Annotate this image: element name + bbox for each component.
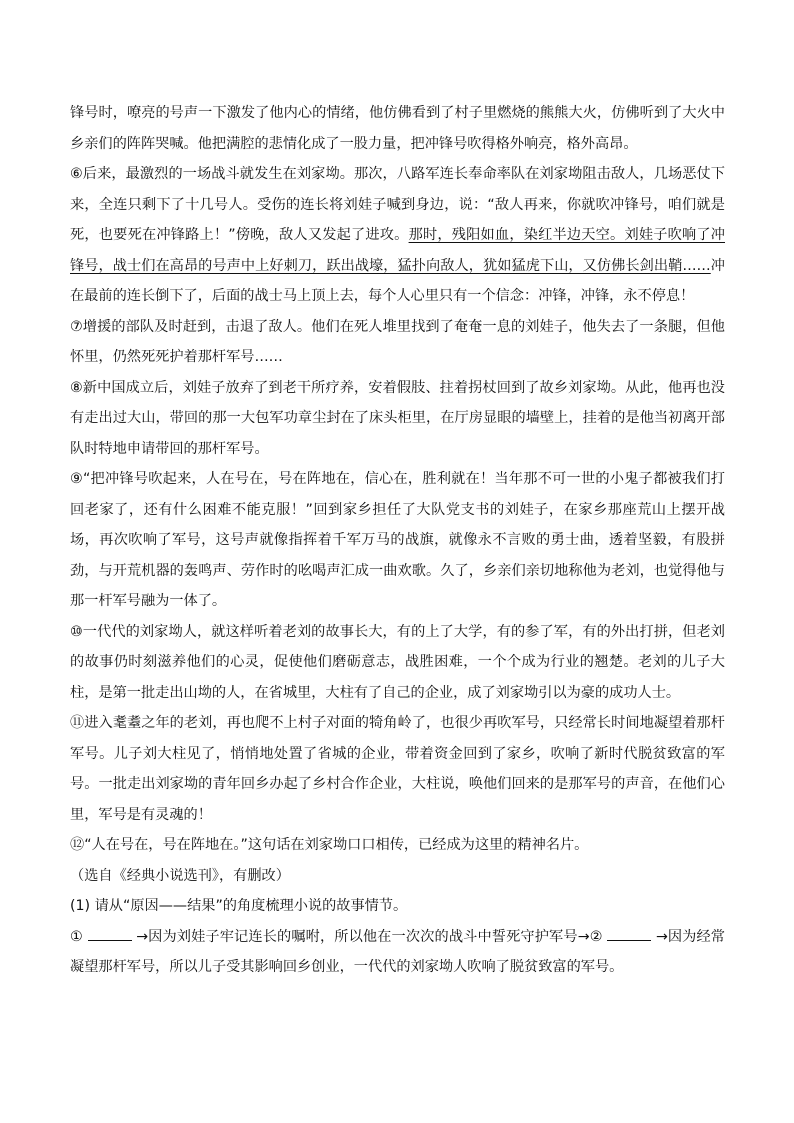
paragraph-11: ⑪进入耄耋之年的老刘，再也爬不上村子对面的犄角岭了，也很少再吹军号，只经常长时间地凝望着那杆军号。儿子刘大柱见了，悄悄地处置了省城的企业，带着资金回到了家乡，吹响了新时代脱贫致富的军号。一批走出刘家坳的青年回乡办起了乡村合作企业，大柱说，唤他们回来的是那军号的声音，在他们心里，军号是有灵魂的！	[70, 715, 725, 823]
paragraph-6	[70, 159, 725, 312]
paragraph-12: ⑫“人在号在，号在阵地在。”这句话在刘家坳口口相传，已经成为这里的精神名片。	[70, 837, 589, 853]
answer-connector-text: →因为刘娃子牢记连长的嘱咐，所以他在一次次的战斗中誓死守护军号→②	[131, 928, 608, 945]
question-1-prompt: (1) 请从“原因——结果”的角度梳理小说的故事情节。	[70, 898, 408, 914]
paragraph-8: ⑧新中国成立后，刘娃子放弃了到老干所疗养，安着假肢、拄着拐杖回到了故乡刘家坳。从此，他再也没有走出过大山，带回的那一大包军功章尘封在了床头柜里，在厅房显眼的墙壁上，挂着的是他当初离开部队时特地申请带回的那杆军号。	[70, 379, 725, 457]
answer-conclusion-text: →因为经常凝望那杆军号，所以儿子受其影响回乡创业，一代代的刘家坳人吹响了脱贫致富的军号。	[70, 928, 725, 975]
paragraph-6-text-a: ⑥后来，最激烈的一场战斗就发生在刘家坳。那次，八路军连长奉命率队在刘家坳阻击敌人，几场恶仗下来，全连只剩下了十几号人。受伤的连长将刘娃子喊到身边，说：“敌人再来，你就吹冲锋号，咱们就是死，也要死在冲锋路上！”傍晚，敌人又发起了进攻。	[70, 166, 725, 243]
answer-marker-1: ①	[70, 928, 88, 945]
paragraph-7: ⑦增援的部队及时赶到，击退了敌人。他们在死人堆里找到了奄奄一息的刘娃子，他失去了一条腿，但他怀里，仍然死死护着那杆军号……	[70, 318, 725, 365]
paragraph-9: ⑨“把冲锋号吹起来，人在号在，号在阵地在，信心在，胜利就在！当年那不可一世的小鬼子都被我们打回老家了，还有什么困难不能克服！”回到家乡担任了大队党支书的刘娃子，在家乡那座荒山上摆开战场，再次吹响了军号，这号声就像指挥着千军万马的战旗，就像永不言败的勇士曲，透着坚毅，有股拼劲，与开荒机器的轰鸣声、劳作时的吆喝声汇成一曲欢歌。久了，乡亲们亲切地称他为老刘，也觉得他与那一杆军号融为一体了。	[70, 471, 725, 609]
question-1-answer-line	[70, 922, 725, 983]
paragraph-5-continued: 锋号时，嘹亮的号声一下激发了他内心的情绪，他仿佛看到了村子里燃烧的熊熊大火，仿佛听到了大火中乡亲们的阵阵哭喊。他把满腔的悲情化成了一股力量，把冲锋号吹得格外响亮，格外高昂。	[70, 105, 725, 152]
paragraph-6-underlined-sentence: 那时，残阳如血，染红半边天空。刘娃子吹响了冲锋号，战士们在高昂的号声中上好刺刀，跃出战壕，猛扑向敌人，犹如猛虎下山，又仿佛长剑出鞘……	[70, 227, 725, 274]
paragraph-6-text-b: 冲在最前的连长倒下了，后面的战士马上顶上去，每个人心里只有一个信念：冲锋，冲锋，永不停息！	[70, 257, 725, 304]
answer-blank-2[interactable]	[607, 926, 651, 941]
document-page	[70, 98, 725, 983]
paragraph-10: ⑩一代代的刘家坳人，就这样听着老刘的故事长大，有的上了大学，有的参了军，有的外出打拼，但老刘的故事仍时刻滋养他们的心灵，促使他们磨砺意志，战胜困难，一个个成为行业的翘楚。老刘的儿子大柱，是第一批走出山坳的人，在省城里，大柱有了自己的企业，成了刘家坳引以为豪的成功人士。	[70, 623, 725, 701]
answer-blank-1[interactable]	[88, 926, 132, 941]
source-citation: （选自《经典小说选刊》，有删改）	[70, 867, 290, 884]
